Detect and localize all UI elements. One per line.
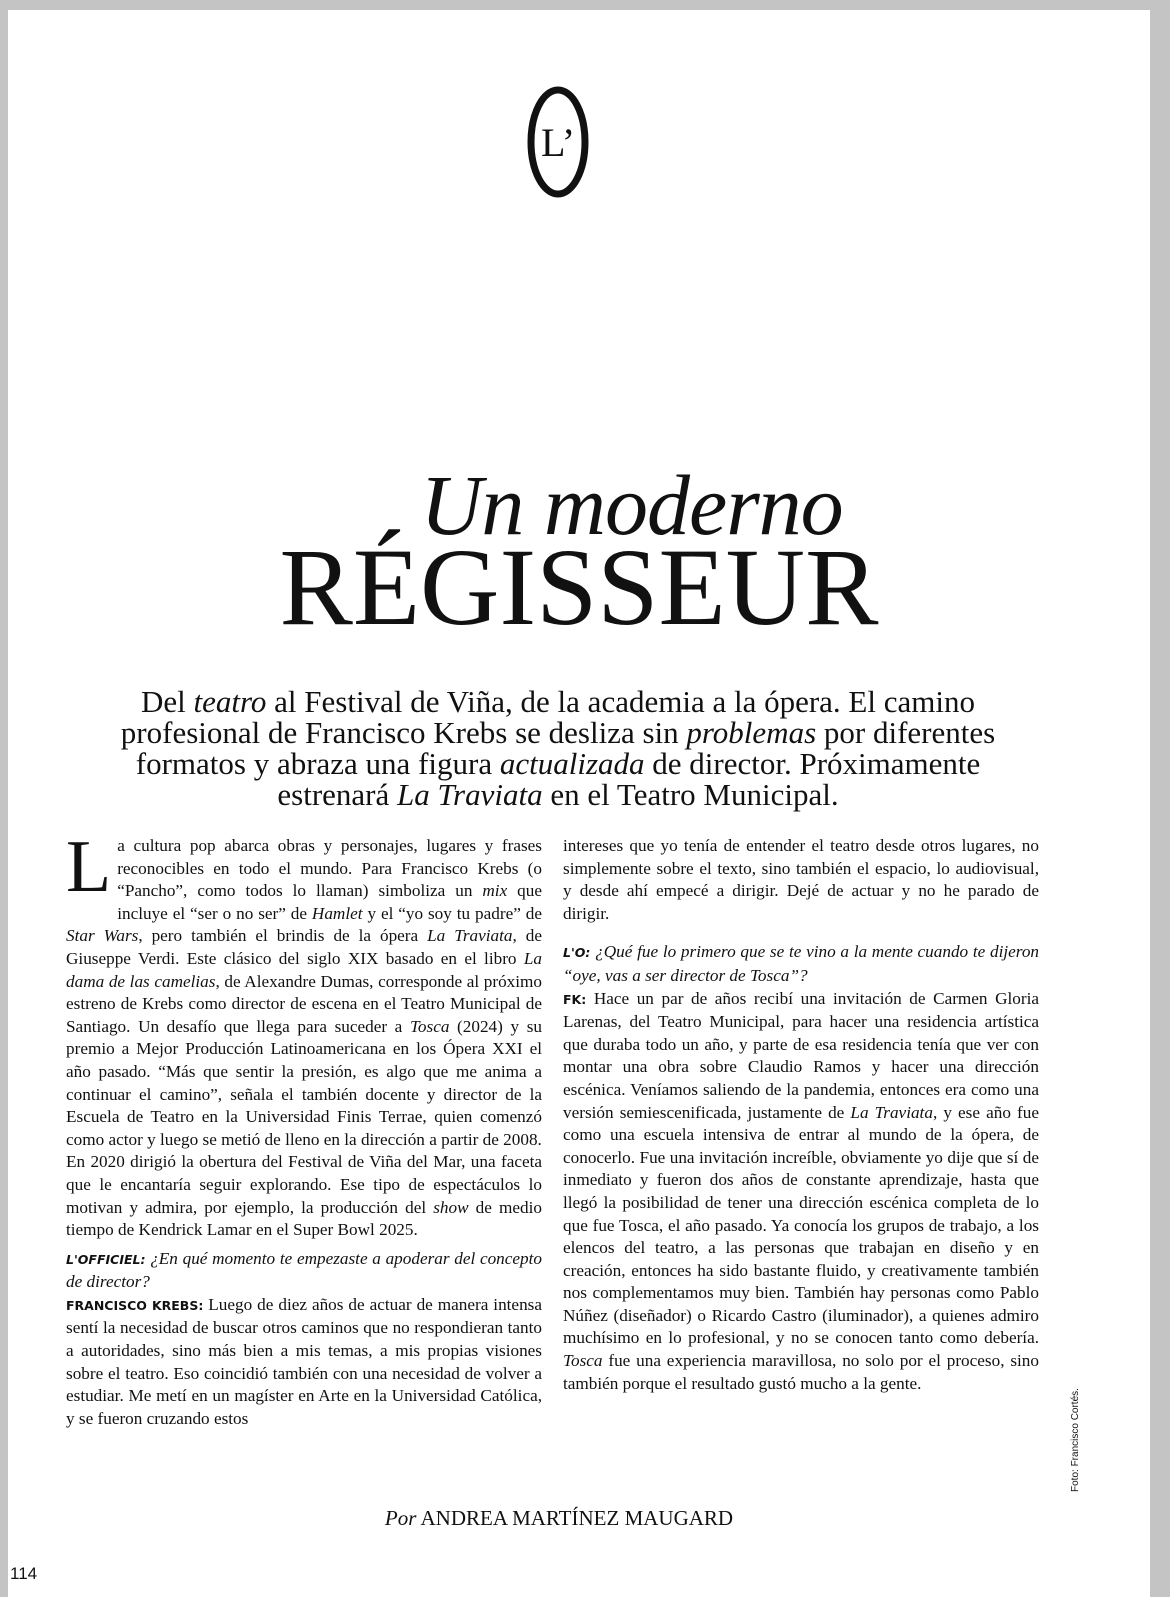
text-run: de medio tiempo de Kendrick Lamar en el Super Bowl 2025. xyxy=(66,1197,542,1240)
italic-run: Tosca xyxy=(409,1016,450,1036)
answer-text: Luego de diez años de actuar de manera intensa sentí la necesidad de buscar otros caminos que no respondieran tanto a autoridades, sino más bien a mis temas, a mis propias visiones sobre el teatro. Eso coincidió también con una necesidad de volver a estudiar. Me metí en un magíster en Arte en la Universidad Católica, y se fueron cruzando estos xyxy=(66,1294,542,1428)
text-run: Hace un par de años recibí una invitación de Carmen Gloria Larenas, del Teatro Municipal, para hacer una residencia artística que duraba todo un año, y parte de esa residencia tenía que ver con montar una obra sobre Claudio Ramos y hacer una dirección escénica. Veníamos saliendo de la pandemia, entonces era como una versión semiescenificada, justamente de xyxy=(563,988,1040,1122)
lofficiel-monogram-icon xyxy=(526,86,590,198)
italic-run: La Traviata xyxy=(427,926,513,946)
answer-label: FK: xyxy=(563,991,587,1007)
paragraph-intro xyxy=(66,826,542,1151)
photo-credit: Foto: Francisco Cortés. xyxy=(1070,1388,1081,1492)
text-run: Del xyxy=(141,684,194,719)
italic-run: problemas xyxy=(686,715,817,750)
text-run: a cultura pop abarca obras y personajes, lugares y frases reconocibles en todo el mundo. Para Francisco Krebs (o “Pancho”, como todos lo llaman) simboliza un xyxy=(117,836,542,901)
byline xyxy=(8,1506,1110,1531)
italic-run: Tosca xyxy=(563,1351,603,1371)
question-2 xyxy=(563,941,1039,987)
standfirst xyxy=(108,686,1008,810)
headline-line-1: Un moderno xyxy=(420,457,843,553)
magazine-page xyxy=(8,10,1150,1597)
question-text: ¿Qué fue lo primero que se te vino a la mente cuando te dijeron “oye, vas a ser director de Tosca”? xyxy=(563,942,1040,985)
italic-run: La dama de las camelias xyxy=(66,948,542,991)
byline-author: ANDREA MARTÍNEZ MAUGARD xyxy=(420,1506,734,1530)
article-column-right xyxy=(563,835,1039,1395)
text-run: por diferentes formatos y abraza una figura xyxy=(135,715,996,781)
answer-1 xyxy=(66,1294,542,1431)
question-text: ¿En qué momento te empezaste a apoderar del concepto de director? xyxy=(66,1248,542,1292)
answer-text xyxy=(563,989,1039,1393)
answer-label: FRANCISCO KREBS: xyxy=(66,1297,204,1313)
italic-run: actualizada xyxy=(499,746,645,781)
italic-run: La Traviata xyxy=(397,777,543,812)
question-label: L'O: xyxy=(563,945,591,961)
italic-run: Star Wars xyxy=(66,926,139,946)
text-run: (2024) y su premio a Mejor Producción Latinoamericana en los Ópera XXI el año pasado. “Más que sentir la presión, es algo que me anima a continuar el camino”, señala el también docente y director de la Escuela de Teatro en la Universidad Finis Terrae, quien comenzó como actor y luego se metió de lleno en la dirección a partir de 2008. xyxy=(66,1016,542,1149)
byline-prefix: Por xyxy=(384,1506,417,1530)
question-label: L'OFFICIEL: xyxy=(66,1251,146,1267)
text-run: , pero también el brindis de la ópera xyxy=(138,926,428,946)
italic-run: La Traviata xyxy=(850,1102,933,1122)
text-run: al Festival de Viña, de la academia a la ópera. El camino profesional de Francisco Krebs se desliza sin xyxy=(120,684,975,750)
article-column-left xyxy=(66,826,542,1430)
drop-cap: L xyxy=(66,826,112,908)
text-run: fue una experiencia maravillosa, no solo por el proceso, sino también porque el resultado gustó mucho a la gente. xyxy=(563,1351,1039,1393)
headline-line-2: RÉGISSEUR xyxy=(279,526,879,648)
question-1 xyxy=(66,1248,542,1294)
text-run: , de Alexandre Dumas, corresponde al próximo estreno de Krebs como director de escena en el Teatro Municipal de Santiago. Un desafío que llega para suceder a xyxy=(66,971,542,1036)
italic-run: teatro xyxy=(193,684,267,719)
page-number: 114 xyxy=(10,1564,38,1583)
italic-run: mix xyxy=(482,881,508,901)
answer-1-continued: intereses que yo tenía de entender el teatro desde otros lugares, no simplemente sobre el texto, sino también el espacio, lo audiovisual, y desde ahí empecé a dirigir. Dejé de actuar y no he parado de dirigir. xyxy=(563,836,1039,923)
text-run: de director. Próximamente estrenará xyxy=(277,746,981,812)
italic-run: show xyxy=(433,1197,469,1217)
italic-run: Hamlet xyxy=(311,903,363,923)
text-run: y el “yo soy tu padre” de xyxy=(362,903,542,923)
text-run: que incluye el “ser o no ser” de xyxy=(117,881,542,923)
text-run: , de Giuseppe Verdi. Este clásico del siglo XIX basado en el libro xyxy=(66,926,542,968)
text-run: en el Teatro Municipal. xyxy=(542,777,839,812)
answer-2 xyxy=(563,988,1039,1396)
svg-text:L’: L’ xyxy=(540,120,576,165)
text-run: , y ese año fue como una escuela intensiva de entrar al mundo de la ópera, de conocerlo. Fue una invitación increíble, obviamente yo dije que sí de inmediato y fueron dos años de constante aprendizaje, hasta que llegó la posibilidad de tener una dirección escénica completa de lo que fue Tosca, el año pasado. Ya conocía los grupos de trabajo, a los elencos del teatro, a las personas que trabajan en diseño y en creación, entonces ha sido bastante fluido, y creativamente también nos complementamos muy bien. También hay personas como Pablo Núñez (diseñador) o Ricardo Castro (iluminador), a quienes admiro muchísimo en lo profesional, y no se conocen tanto como debería. xyxy=(563,1102,1039,1348)
paragraph-vina xyxy=(66,1151,542,1241)
text-run: En 2020 dirigió la obertura del Festival de Viña del Mar, una faceta que le encantaría seguir explorando. Ese tipo de espectáculos lo motivan y admira, por ejemplo, la producción del xyxy=(66,1152,542,1217)
intro-text xyxy=(66,826,542,1149)
